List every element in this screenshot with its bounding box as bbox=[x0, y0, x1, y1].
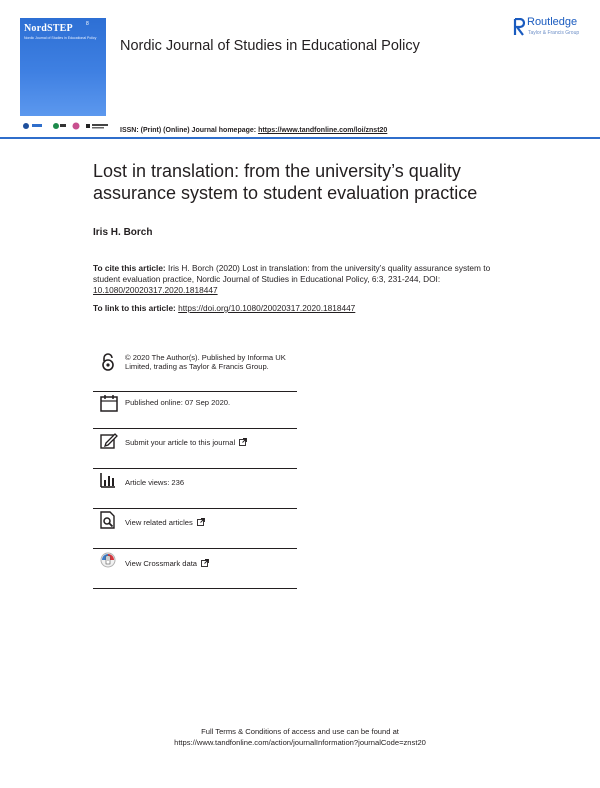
cite-label: To cite this article: bbox=[93, 263, 166, 273]
view-crossmark-link[interactable] bbox=[125, 559, 297, 568]
related-row[interactable] bbox=[93, 508, 297, 549]
journal-homepage-link[interactable]: https://www.tandfonline.com/loi/znst20 bbox=[258, 127, 388, 134]
related-articles-icon bbox=[100, 511, 116, 529]
external-link-icon bbox=[201, 559, 209, 567]
license-text: © 2020 The Author(s). Published by Informa UK Limited, trading as Taylor & Francis Group. bbox=[125, 353, 286, 371]
publisher-name: Routledge bbox=[527, 16, 578, 28]
external-link-icon bbox=[197, 518, 205, 526]
edit-icon bbox=[100, 431, 118, 449]
crossmark-icon bbox=[100, 552, 116, 570]
calendar-icon bbox=[100, 394, 118, 412]
view-related-label: View related articles bbox=[125, 518, 193, 527]
issn-line bbox=[120, 127, 387, 134]
submit-article-label: Submit your article to this journal bbox=[125, 438, 236, 447]
journal-title: Nordic Journal of Studies in Educational Policy bbox=[120, 38, 420, 54]
license-row bbox=[93, 351, 297, 392]
article-views: Article views: 236 bbox=[125, 478, 185, 487]
crossmark-row[interactable] bbox=[93, 548, 297, 589]
article-author: Iris H. Borch bbox=[93, 227, 153, 238]
article-title: Lost in translation: from the university’s quality assurance system to student evaluation practice bbox=[93, 161, 478, 203]
journal-cover-image[interactable] bbox=[20, 18, 106, 116]
citation-block bbox=[93, 263, 513, 296]
view-crossmark-label: View Crossmark data bbox=[125, 559, 198, 568]
cover-subtitle: Nordic Journal of Studies in Educational Policy bbox=[24, 36, 97, 40]
issn-label: ISSN: (Print) (Online) Journal homepage: bbox=[120, 127, 259, 134]
submit-article-link[interactable] bbox=[125, 438, 297, 447]
bar-chart-icon bbox=[100, 471, 116, 489]
routledge-logo-icon bbox=[513, 18, 525, 36]
cover-title: NordSTEP bbox=[24, 23, 73, 34]
doi-link[interactable]: 10.1080/20020317.2020.1818447 bbox=[93, 285, 218, 295]
open-access-icon bbox=[100, 353, 116, 371]
footer-terms-text: Full Terms & Conditions of access and use can be found at bbox=[201, 727, 399, 736]
publisher-tagline: Taylor & Francis Group bbox=[528, 30, 580, 36]
article-link-line bbox=[93, 303, 355, 313]
article-doi-url[interactable]: https://doi.org/10.1080/20020317.2020.1818447 bbox=[178, 303, 356, 313]
published-date: Published online: 07 Sep 2020. bbox=[125, 398, 231, 407]
published-row bbox=[93, 391, 297, 429]
partner-logos-icon bbox=[20, 120, 110, 132]
view-related-link[interactable] bbox=[125, 518, 297, 527]
link-label: To link to this article: bbox=[93, 303, 179, 313]
submit-row[interactable] bbox=[93, 428, 297, 469]
external-link-icon bbox=[239, 438, 247, 446]
views-row bbox=[93, 468, 297, 509]
cite-text: Iris H. Borch (2020) Lost in translation: from the university’s quality assurance system to student evaluation practice, Nordic Journal of Studies in Educational Policy, 6:3, 231-244, DOI: bbox=[93, 263, 491, 284]
cover-number: 8 bbox=[86, 21, 89, 27]
header-divider bbox=[0, 137, 600, 139]
footer-terms-url[interactable]: https://www.tandfonline.com/action/journalInformation?journalCode=znst20 bbox=[174, 738, 426, 747]
